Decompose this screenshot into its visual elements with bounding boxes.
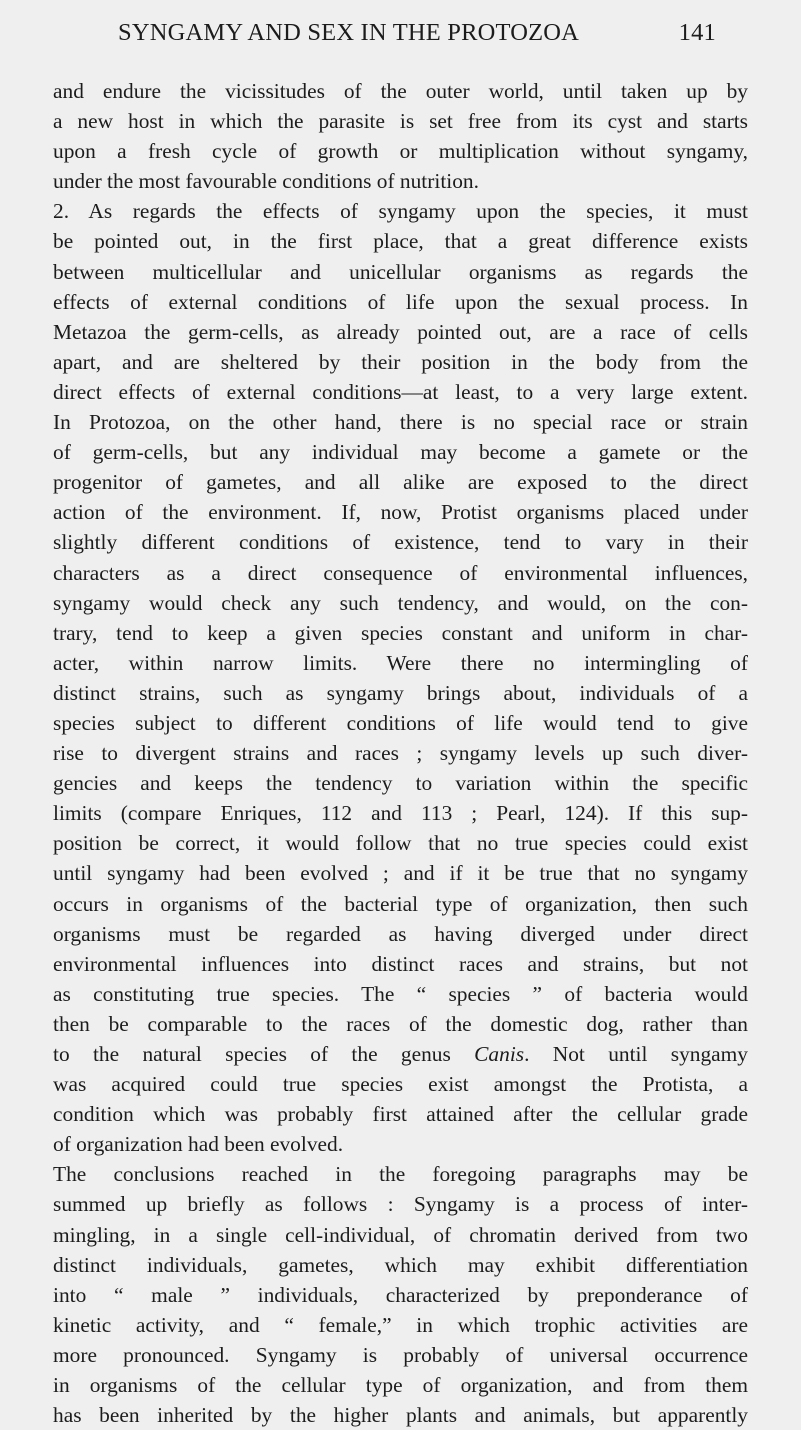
- text-line: species subject to different conditions of life would tend to give: [53, 710, 748, 735]
- body-text: [53, 76, 748, 1430]
- text-line: into “ male ” individuals, characterized by preponderance of: [53, 1282, 748, 1307]
- text-line: distinct individuals, gametes, which may exhibit differentiation: [53, 1252, 748, 1277]
- text-line: kinetic activity, and “ female,” in which trophic activities are: [53, 1312, 748, 1337]
- text-line: occurs in organisms of the bacterial type of organization, then such: [53, 891, 748, 916]
- text-line: apart, and are sheltered by their position in the body from the: [53, 349, 748, 374]
- text-line: Metazoa the germ-cells, as already pointed out, are a race of cells: [53, 319, 748, 344]
- text-line: then be comparable to the races of the domestic dog, rather than: [53, 1011, 748, 1036]
- text-line: direct effects of external conditions—at least, to a very large extent.: [53, 379, 748, 404]
- text-line: under the most favourable conditions of nutrition.: [53, 169, 479, 194]
- text-line: characters as a direct consequence of environmental influences,: [53, 560, 748, 585]
- text-line: progenitor of gametes, and all alike are exposed to the direct: [53, 470, 748, 495]
- text-line: 2. As regards the effects of syngamy upon the species, it must: [53, 199, 748, 224]
- text-line: upon a fresh cycle of growth or multiplication without syngamy,: [53, 139, 748, 164]
- text-segment: . Not until syngamy: [524, 1042, 748, 1066]
- text-line: acter, within narrow limits. Were there no intermingling of: [53, 650, 748, 675]
- text-line: of germ-cells, but any individual may become a gamete or the: [53, 440, 748, 465]
- text-line: condition which was probably first attained after the cellular grade: [53, 1102, 748, 1127]
- text-line: as constituting true species. The “ species ” of bacteria would: [53, 981, 748, 1006]
- text-line: limits (compare Enriques, 112 and 113 ; Pearl, 124). If this sup-: [53, 801, 748, 826]
- text-line: was acquired could true species exist amongst the Protista, a: [53, 1072, 748, 1097]
- text-line: position be correct, it would follow that no true species could exist: [53, 831, 748, 856]
- text-line: a new host in which the parasite is set free from its cyst and starts: [53, 109, 748, 134]
- text-line: more pronounced. Syngamy is probably of universal occurrence: [53, 1342, 748, 1367]
- text-line-with-genus: [53, 1039, 748, 1069]
- text-line: gencies and keeps the tendency to variation within the specific: [53, 771, 748, 796]
- text-line: trary, tend to keep a given species constant and uniform in char-: [53, 620, 748, 645]
- text-line: mingling, in a single cell-individual, of chromatin derived from two: [53, 1222, 748, 1247]
- text-line: syngamy would check any such tendency, and would, on the con-: [53, 590, 748, 615]
- text-line: The conclusions reached in the foregoing paragraphs may be: [53, 1162, 748, 1187]
- text-line: until syngamy had been evolved ; and if it be true that no syngamy: [53, 861, 748, 886]
- page-number: 141: [678, 19, 716, 46]
- text-line: and endure the vicissitudes of the outer world, until taken up by: [53, 79, 748, 103]
- text-line: summed up briefly as follows : Syngamy is a process of inter-: [53, 1192, 748, 1217]
- running-title: SYNGAMY AND SEX IN THE PROTOZOA: [118, 19, 580, 46]
- text-line: effects of external conditions of life upon the sexual process. In: [53, 289, 748, 314]
- text-line: distinct strains, such as syngamy brings about, individuals of a: [53, 680, 748, 705]
- text-line: be pointed out, in the first place, that a great difference exists: [53, 229, 748, 254]
- text-line: action of the environment. If, now, Protist organisms placed under: [53, 500, 748, 525]
- text-line: environmental influences into distinct races and strains, but not: [53, 951, 748, 976]
- text-segment: to the natural species of the genus: [53, 1042, 451, 1066]
- text-line: of organization had been evolved.: [53, 1132, 344, 1157]
- text-line: has been inherited by the higher plants and animals, but apparently: [53, 1403, 748, 1428]
- text-line: rise to divergent strains and races ; syngamy levels up such diver-: [53, 741, 748, 766]
- genus-name-canis: Canis: [474, 1042, 525, 1066]
- text-line: in organisms of the cellular type of organization, and from them: [53, 1373, 748, 1398]
- text-line: slightly different conditions of existence, tend to vary in their: [53, 530, 748, 555]
- text-line: In Protozoa, on the other hand, there is no special race or strain: [53, 410, 748, 435]
- text-line: between multicellular and unicellular organisms as regards the: [53, 259, 748, 284]
- text-line: organisms must be regarded as having diverged under direct: [53, 921, 748, 946]
- running-head: [118, 16, 716, 50]
